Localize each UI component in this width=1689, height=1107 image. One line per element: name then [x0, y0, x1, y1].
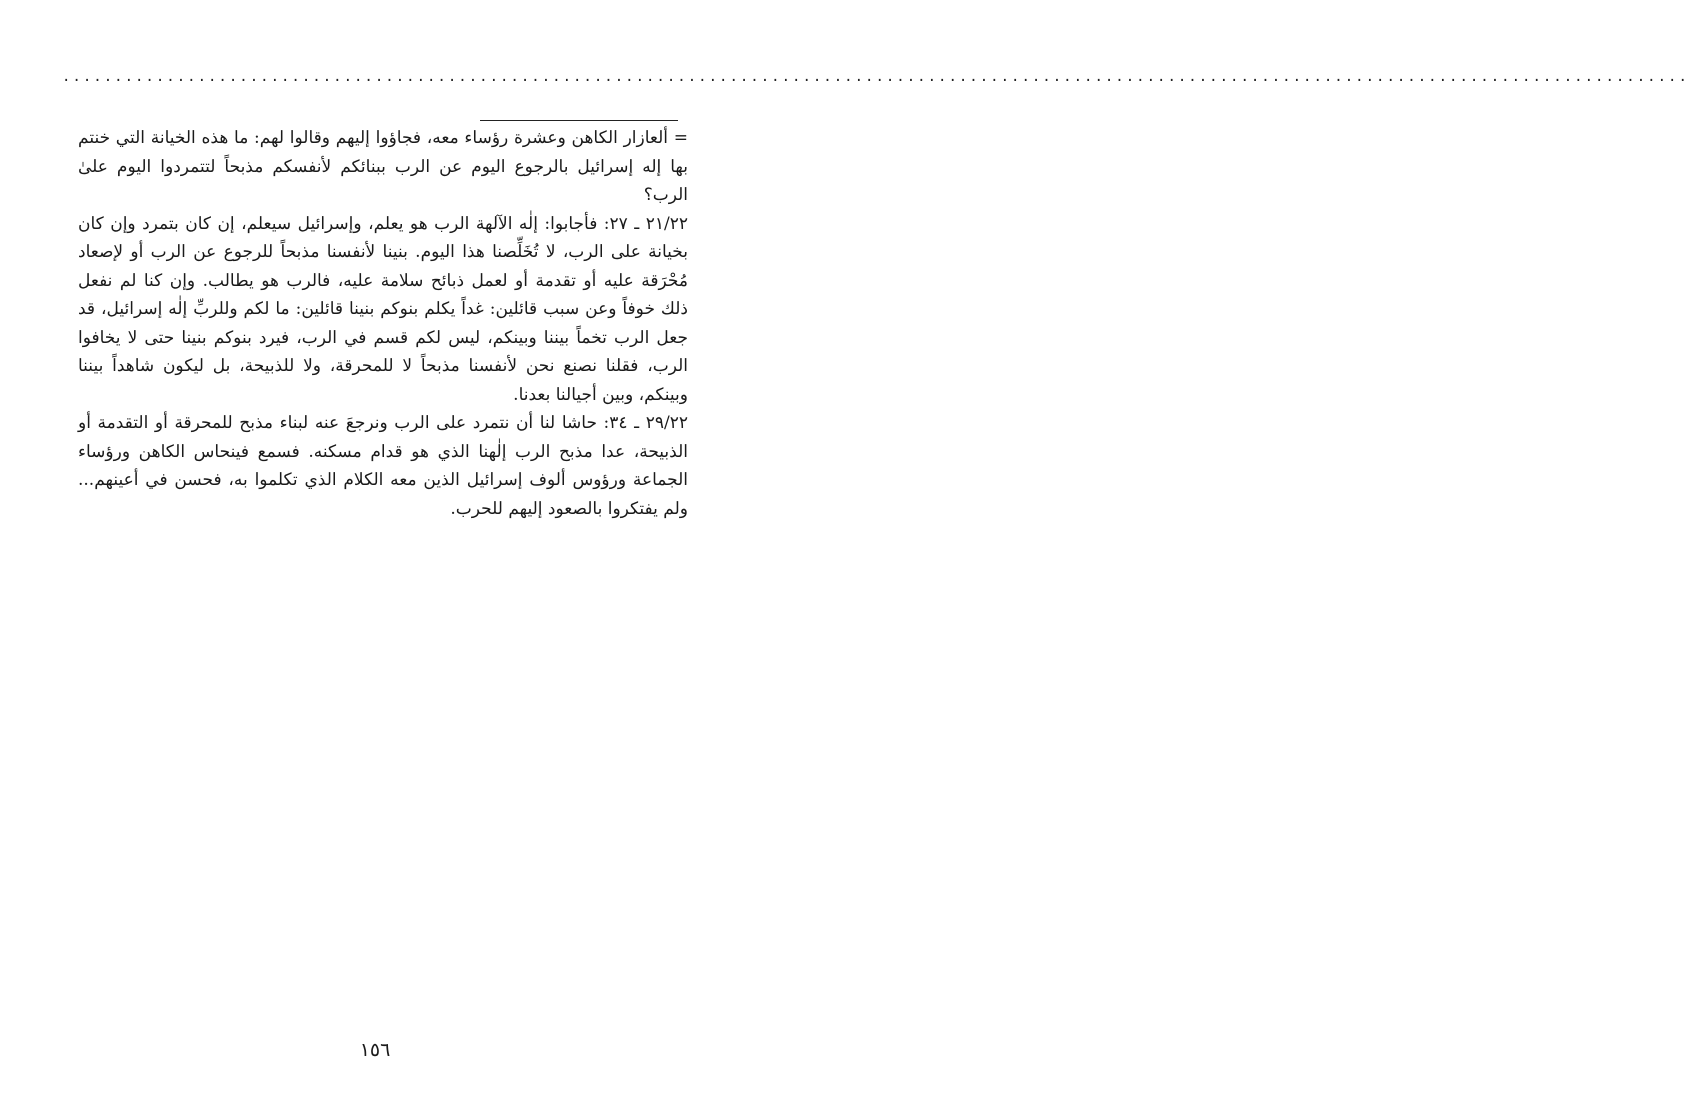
- footnote-paragraph: ٢٩/٢٢ ـ ٣٤: حاشا لنا أن نتمرد على الرب ونرجعَ عنه لبناء مذبح للمحرقة أو التقدمة أو الذبيحة، عدا مذبح الرب إلٰهنا الذي هو قدام مسكنه. فسمع فينحاس الكاهن ورؤساء الجماعة ورؤوس ألوف إسرائيل الذين معه الكلام الذي تكلموا به، فحسن في أعينهم... ولم يفتكروا بالصعود إليهم للحرب.: [78, 413, 688, 519]
- footnote-separator: [480, 120, 678, 121]
- dotted-rule: ............................................................................................................................................................: [62, 69, 1689, 85]
- footnote-text: [78, 124, 688, 523]
- footnote-paragraph: = ألعازار الكاهن وعشرة رؤساء معه، فجاؤوا إليهم وقالوا لهم: ما هذه الخيانة التي خنتم بها إله إسرائيل بالرجوع اليوم عن الرب ببنائكم لأنفسكم مذبحاً لتتمردوا اليوم علىٰ الرب؟: [78, 128, 688, 205]
- footnote-paragraph: ٢١/٢٢ ـ ٢٧: فأجابوا: إلٰه الآلهة الرب هو يعلم، وإسرائيل سيعلم، إن كان بتمرد وإن كان بخيانة على الرب، لا تُخَلِّصنا هذا اليوم. بنينا لأنفسنا مذبحاً للرجوع عن الرب أو لإصعاد مُحْرَقة عليه أو تقدمة أو لعمل ذبائح سلامة عليه، فالرب هو يطالب. وإن كنا لم نفعل ذلك خوفاً وعن سبب قائلين: غداً يكلم بنوكم بنينا قائلين: ما لكم وللربِّ إلٰه إسرائيل، قد جعل الرب تخماً بيننا وبينكم، ليس لكم قسم في الرب، فيرد بنوكم بنينا حتى لا يخافوا الرب، فقلنا نصنع نحن لأنفسنا مذبحاً لا للمحرقة، ولا للذبيحة، بل ليكون شاهداً بيننا وبينكم، وبين أجيالنا بعدنا.: [78, 213, 688, 405]
- page-number: ١٥٦: [359, 1039, 391, 1061]
